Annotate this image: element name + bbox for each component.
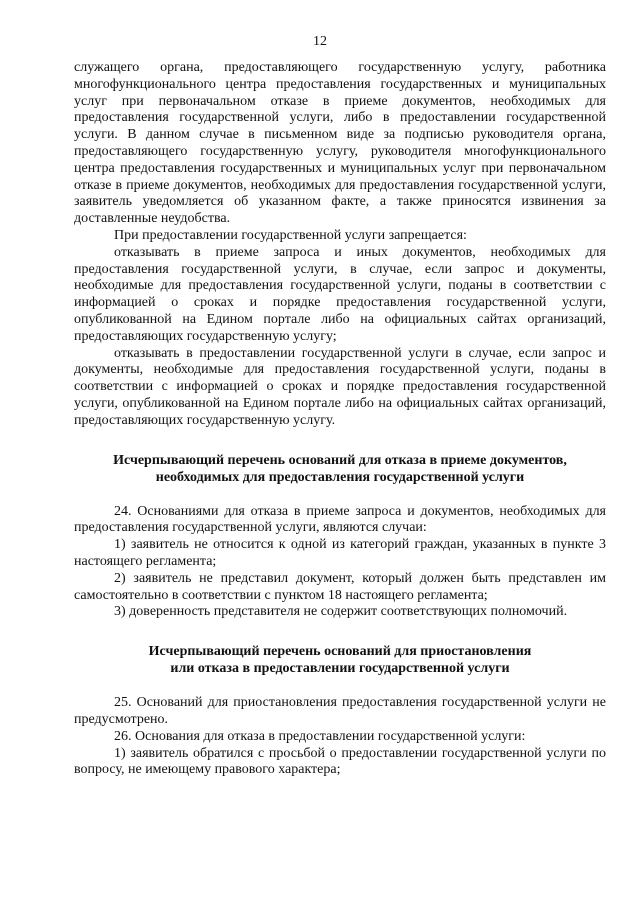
- paragraph-prohibitions-intro: При предоставлении государственной услуги запрещается:: [114, 227, 467, 243]
- paragraph-prohibition-2: отказывать в предоставлении государственной услуги в случае, если запрос и документы, необходимые для предоставления государственной услуги, поданы в соответствии с информацией о сроках и порядке предоставления государственной услуги, опубликованной на Едином портале либо на официальных сайтах организаций, предоставляющих государственную услугу.: [74, 345, 606, 428]
- document-body: [74, 60, 606, 779]
- heading-line: необходимых для предоставления государственной услуги: [155, 469, 525, 485]
- paragraph-25: 25. Оснований для приостановления предоставления государственной услуги не предусмотрено.: [74, 695, 606, 727]
- paragraph-24-item-3: 3) доверенность представителя не содержит соответствующих полномочий.: [114, 604, 568, 620]
- heading-line: Исчерпывающий перечень оснований для отказа в приеме документов,: [113, 452, 567, 468]
- paragraph-24-item-1: 1) заявитель не относится к одной из категорий граждан, указанных в пункте 3 настоящего регламента;: [74, 537, 606, 569]
- page-number: 12: [313, 34, 327, 49]
- heading-line: Исчерпывающий перечень оснований для приостановления: [148, 644, 532, 660]
- paragraph-prohibition-1: отказывать в приеме запроса и иных документов, необходимых для предоставления государственной услуги, в случае, если запрос и документы, необходимые для предоставления государственной услуги, поданы в соответствии с информацией о сроках и порядке предоставления государственной услуги, опубликованной на Едином портале либо на официальных сайтах организаций, предоставляющих государственную услугу;: [74, 244, 606, 344]
- section-heading-refusal-reception: [74, 452, 606, 486]
- paragraph-26-item-1: 1) заявитель обратился с просьбой о предоставлении государственной услуги по вопросу, не имеющему правового характера;: [74, 745, 606, 778]
- section-heading-suspension-refusal: [74, 643, 606, 677]
- paragraph-continuation: служащего органа, предоставляющего государственную услугу, работника многофункционального центра предоставления государственных и муниципальных услуг при первоначальном отказе в приеме документов, необходимых для предоставления государственной услуги, либо в предоставлении государственной услуги. В данном случае в письменном виде за подписью руководителя органа, предоставляющего государственную услугу, руководителя многофункционального центра предоставления государственных и муниципальных услуг при первоначальном отказе в приеме документов, необходимых для предоставления государственной услуги, заявитель уведомляется об указанном факте, а также приносятся извинения за доставленные неудобства.: [74, 60, 606, 227]
- paragraph-24: 24. Основаниями для отказа в приеме запроса и документов, необходимых для предоставления государственной услуги, являются случаи:: [74, 503, 606, 536]
- heading-line: или отказа в предоставлении государственной услуги: [170, 661, 510, 677]
- paragraph-26: 26. Основания для отказа в предоставлении государственной услуги:: [114, 728, 526, 744]
- paragraph-24-item-2: 2) заявитель не представил документ, который должен быть представлен им самостоятельно в соответствии с пунктом 18 настоящего регламента;: [74, 570, 606, 603]
